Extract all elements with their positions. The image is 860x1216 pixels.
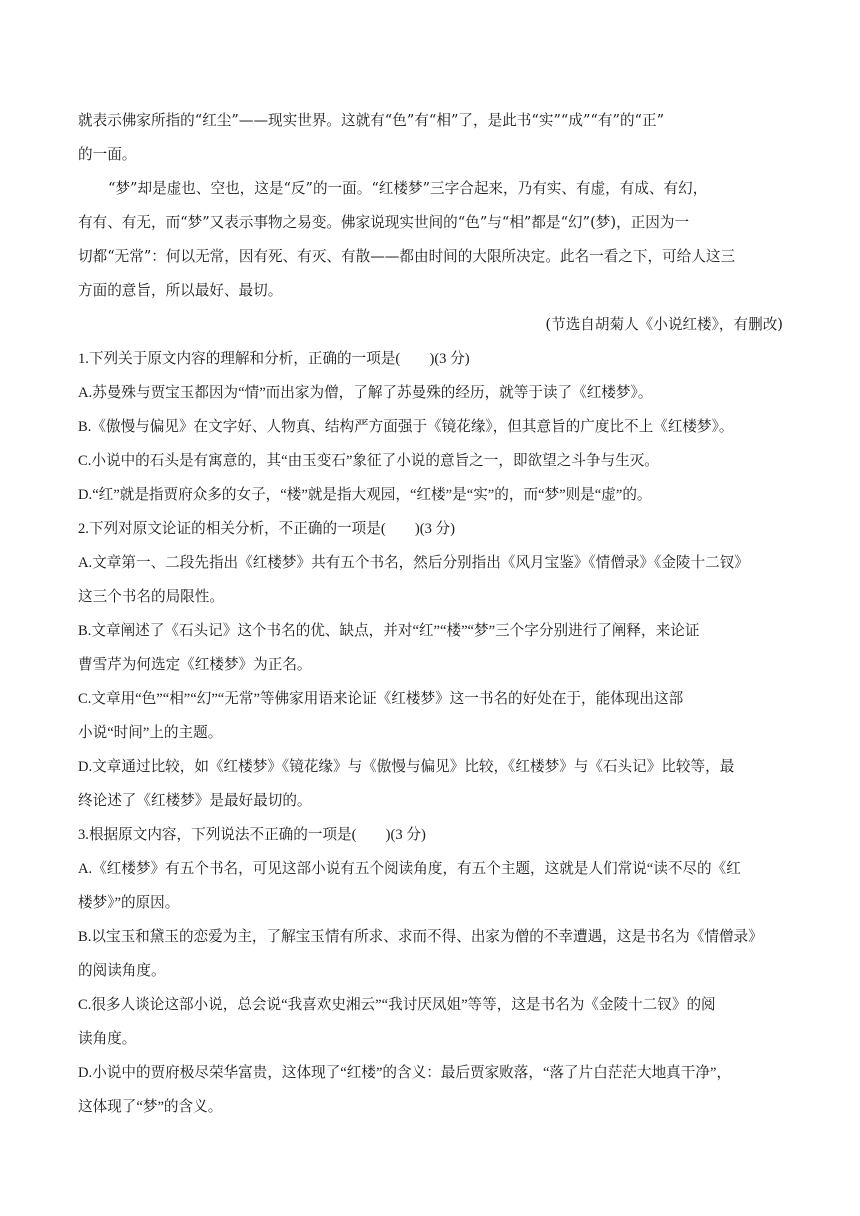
option-d: D.“红”就是指贾府众多的女子，“楼”就是指大观园，“红楼”是“实”的，而“梦”则是“虚”的。 bbox=[78, 487, 652, 503]
option-a: A.文章第一、二段先指出《红楼梦》共有五个书名，然后分别指出《风月宝鉴》《情僧录》《金陵十二钗》 bbox=[78, 555, 749, 571]
question-1 bbox=[78, 342, 783, 512]
option-c: C.小说中的石头是有寓意的，其“由玉变石”象征了小说的意旨之一，即欲望之斗争与生灭。 bbox=[78, 453, 659, 469]
passage-line: “梦”却是虚也、空也，这是“反”的一面。“红楼梦”三字合起来，乃有实、有虚，有成、有幻， bbox=[108, 180, 708, 197]
option-c-cont: 读角度。 bbox=[78, 1031, 137, 1047]
passage bbox=[78, 104, 783, 342]
question-stem: 2.下列对原文论证的相关分析，不正确的一项是( )(3 分) bbox=[78, 521, 455, 537]
option-b: B.《傲慢与偏见》在文字好、人物真、结构严方面强于《镜花缘》，但其意旨的广度比不上《红楼梦》。 bbox=[78, 419, 734, 435]
option-a-cont: 这三个书名的局限性。 bbox=[78, 589, 224, 605]
question-stem: 3.根据原文内容，下列说法不正确的一项是( )(3 分) bbox=[78, 827, 426, 843]
source-citation: (节选自胡菊人《小说红楼》，有删改) bbox=[545, 316, 783, 333]
option-d-cont: 这体现了“梦”的含义。 bbox=[78, 1099, 223, 1115]
option-d: D.文章通过比较，如《红楼梦》《镜花缘》与《傲慢与偏见》比较，《红楼梦》与《石头记》比较等，最 bbox=[78, 759, 735, 775]
option-a: A.《红楼梦》有五个书名，可见这部小说有五个阅读角度，有五个主题，这就是人们常说“读不尽的《红 bbox=[78, 861, 741, 877]
passage-line: 有有、有无，而“梦”又表示事物之易变。佛家说现实世间的“色”与“相”都是“幻”(梦)，正因为一 bbox=[78, 214, 690, 231]
document-page bbox=[78, 104, 783, 1124]
option-c-cont: 小说“时间”上的主题。 bbox=[78, 725, 223, 741]
question-2 bbox=[78, 512, 783, 818]
option-b-cont: 的阅读角度。 bbox=[78, 963, 166, 979]
option-a: A.苏曼殊与贾宝玉都因为“情”而出家为僧，了解了苏曼殊的经历，就等于读了《红楼梦》。 bbox=[78, 385, 653, 401]
question-3 bbox=[78, 818, 783, 1124]
option-b-cont: 曹雪芹为何选定《红楼梦》为正名。 bbox=[78, 657, 312, 673]
passage-line: 方面的意旨，所以最好、最切。 bbox=[78, 282, 283, 299]
passage-line: 就表示佛家所指的“红尘”——现实世界。这就有“色”有“相”了，是此书“实”“成”“有”的“正” bbox=[78, 112, 665, 129]
option-b: B.以宝玉和黛玉的恋爱为主，了解宝玉情有所求、求而不得、出家为僧的不幸遭遇，这是书名为《情僧录》 bbox=[78, 929, 763, 945]
option-d-cont: 终论述了《红楼梦》是最好最切的。 bbox=[78, 793, 312, 809]
passage-line: 切都“无常”：何以无常，因有死、有灭、有散——都由时间的大限所决定。此名一看之下，可给人这三 bbox=[78, 248, 736, 265]
option-b: B.文章阐述了《石头记》这个书名的优、缺点，并对“红”“楼”“梦”三个字分别进行了阐释，来论证 bbox=[78, 623, 700, 639]
option-c: C.很多人谈论这部小说，总会说“我喜欢史湘云”“我讨厌凤姐”等等，这是书名为《金陵十二钗》的阅 bbox=[78, 997, 716, 1013]
option-a-cont: 楼梦》”的原因。 bbox=[78, 895, 180, 911]
question-stem: 1.下列关于原文内容的理解和分析，正确的一项是( )(3 分) bbox=[78, 351, 470, 367]
option-d: D.小说中的贾府极尽荣华富贵，这体现了“红楼”的含义：最后贾家败落，“落了片白茫茫大地真干净”， bbox=[78, 1065, 732, 1081]
passage-line: 的一面。 bbox=[78, 146, 137, 163]
option-c: C.文章用“色”“相”“幻”“无常”等佛家用语来论证《红楼梦》这一书名的好处在于，能体现出这部 bbox=[78, 691, 684, 707]
